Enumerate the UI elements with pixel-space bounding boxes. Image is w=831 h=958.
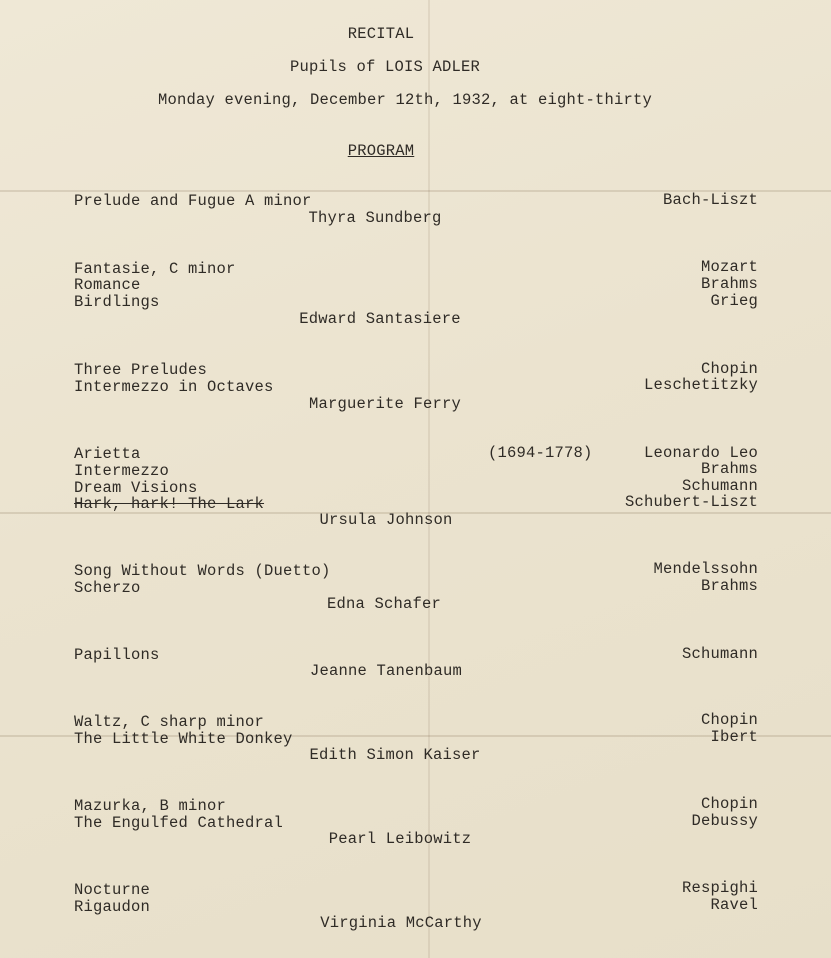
piece-title: Birdlings: [74, 293, 160, 311]
recital-subtitle: Pupils of LOIS ADLER: [289, 58, 481, 76]
piece-title: Prelude and Fugue A minor: [74, 192, 312, 210]
piece-dates: (1694-1778): [488, 444, 593, 462]
piece-title: Song Without Words (Duetto): [74, 562, 331, 580]
piece-composer: Brahms: [700, 275, 758, 293]
piece-composer: Brahms: [700, 577, 758, 595]
piece-title: Waltz, C sharp minor: [74, 713, 265, 731]
performer-name: Edna Schafer: [326, 595, 442, 613]
piece-title: Rigaudon: [74, 898, 151, 916]
piece-composer: Leonardo Leo: [643, 444, 758, 462]
performer-name: Ursula Johnson: [319, 511, 453, 529]
piece-composer: Grieg: [710, 292, 758, 310]
piece-composer: Respighi: [681, 879, 758, 897]
performer-name: Virginia McCarthy: [320, 914, 482, 932]
piece-title: Intermezzo: [74, 462, 170, 480]
piece-title: Nocturne: [74, 881, 151, 899]
piece-composer: Debussy: [691, 812, 758, 830]
performer-name: Pearl Leibowitz: [328, 830, 472, 848]
piece-composer: Schubert-Liszt: [624, 493, 758, 511]
performer-name: Jeanne Tanenbaum: [309, 662, 463, 680]
piece-title: Romance: [74, 276, 141, 294]
recital-date: Monday evening, December 12th, 1932, at eight-thirty: [157, 91, 653, 109]
piece-title: Scherzo: [74, 579, 141, 597]
piece-title: Three Preludes: [74, 361, 208, 379]
performer-name: Edith Simon Kaiser: [309, 746, 481, 764]
piece-title: Mazurka, B minor: [74, 797, 227, 815]
piece-composer: Chopin: [700, 795, 758, 813]
piece-composer: Chopin: [700, 711, 758, 729]
piece-title: Intermezzo in Octaves: [74, 378, 274, 396]
piece-title: Hark, hark! The Lark: [74, 495, 265, 513]
performer-name: Edward Santasiere: [299, 310, 461, 328]
piece-composer: Schumann: [681, 477, 758, 495]
piece-composer: Leschetitzky: [643, 376, 758, 394]
piece-composer: Mendelssohn: [653, 560, 758, 578]
piece-composer: Ibert: [710, 728, 758, 746]
piece-composer: Chopin: [700, 360, 758, 378]
recital-title: RECITAL: [347, 25, 415, 43]
program-heading: PROGRAM: [347, 142, 415, 160]
piece-title: The Little White Donkey: [74, 730, 293, 748]
piece-composer: Bach-Liszt: [662, 191, 758, 209]
fold-line: [428, 0, 430, 958]
piece-title: Papillons: [74, 646, 160, 664]
piece-composer: Schumann: [681, 645, 758, 663]
piece-title: Arietta: [74, 445, 141, 463]
piece-title: Fantasie, C minor: [74, 260, 236, 278]
piece-title: The Engulfed Cathedral: [74, 814, 284, 832]
performer-name: Marguerite Ferry: [308, 395, 462, 413]
piece-composer: Brahms: [700, 460, 758, 478]
piece-composer: Ravel: [710, 896, 758, 914]
piece-composer: Mozart: [700, 258, 758, 276]
piece-title: Dream Visions: [74, 479, 198, 497]
performer-name: Thyra Sundberg: [308, 209, 442, 227]
